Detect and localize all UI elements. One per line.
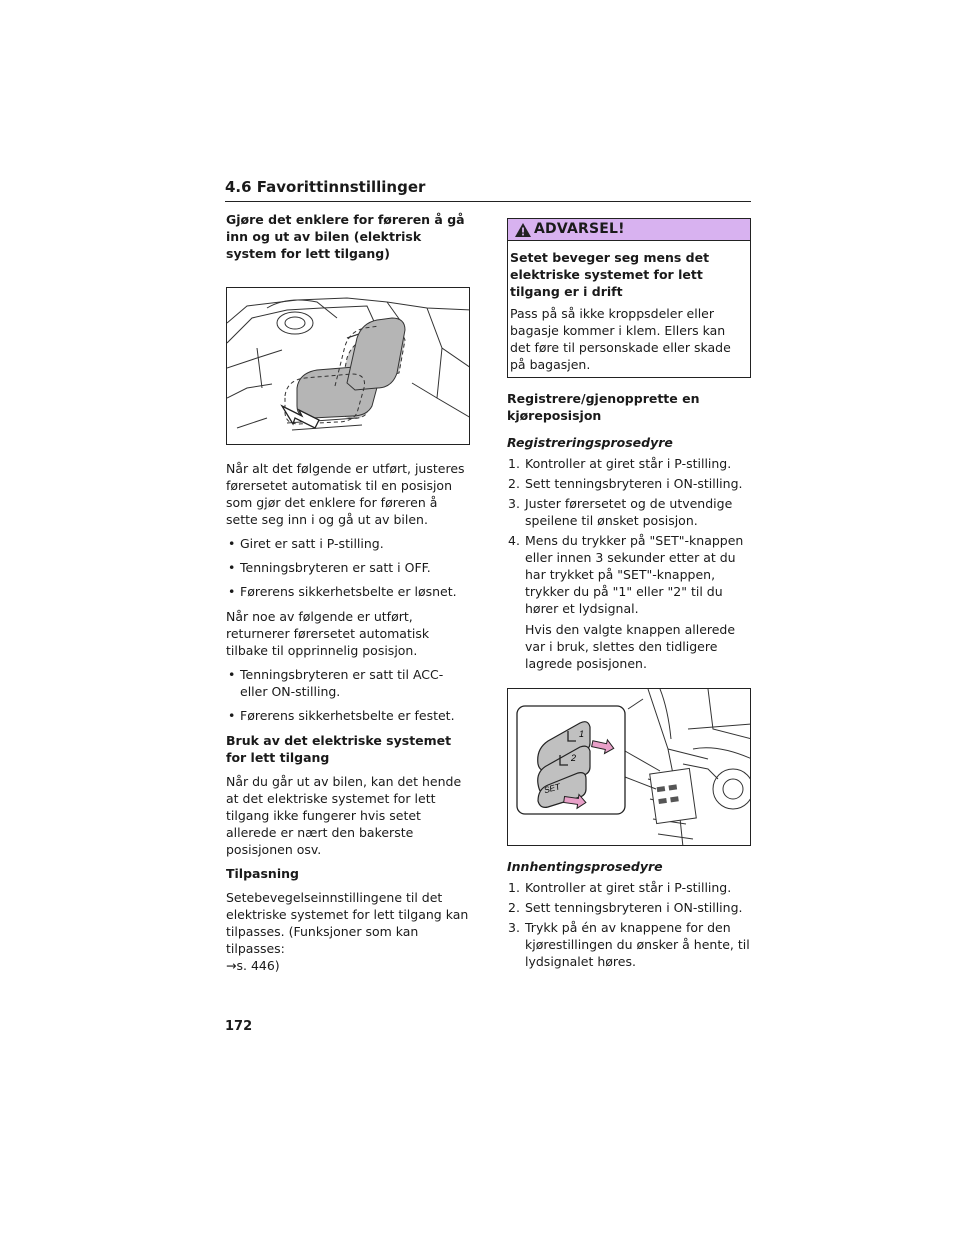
list-item: • Tenningsbryteren er satt i OFF. <box>226 559 470 576</box>
list-item: • Førerens sikkerhetsbelte er festet. <box>226 707 470 724</box>
list-item: 1. Kontroller at giret står i P-stilling. <box>508 456 732 471</box>
memory-button-2-label[interactable]: 2 <box>571 753 577 763</box>
seat-illustration <box>226 287 470 445</box>
right-column <box>507 218 751 973</box>
warning-body <box>508 241 750 377</box>
set-button-label[interactable]: SET <box>542 781 562 796</box>
list-item: • Giret er satt i P-stilling. <box>226 535 470 552</box>
return-condition-list <box>226 666 470 724</box>
adjust-text: Setebevegelseinnstillingene til det elektriske systemet for lett tilgang kan tilpasses. (Funksjoner som kan tilpasses: <box>226 890 469 956</box>
return-paragraph: Når noe av følgende er utført, returnerer førersetet automatisk tilbake til opprinnelig posisjon. <box>226 609 430 658</box>
warning-box <box>507 218 751 378</box>
register-subheading: Registreringsprosedyre <box>507 435 673 450</box>
list-item: 3. Juster førersetet og de utvendige speilene til ønsket posisjon. <box>508 496 733 528</box>
section-header: 4.6 Favorittinnstillinger <box>225 178 751 202</box>
warning-label: ADVARSEL! <box>534 221 625 237</box>
list-item: 4. Mens du trykker på "SET"-knappen eller innen 3 sekunder etter at du har trykket på "SET"-knappen, trykker du på "1" eller "2" til du hører et lydsignal. Hvis den valgte knappen allerede var i bruk, slettes den tidligere lagrede posisjonen. <box>507 532 751 672</box>
register-steps <box>507 455 751 672</box>
usage-heading: Bruk av det elektriske systemet for lett tilgang <box>226 733 452 765</box>
register-note: Hvis den valgte knappen allerede var i bruk, slettes den tidligere lagrede posisjonen. <box>525 622 736 671</box>
warning-triangle-icon <box>514 222 532 238</box>
page-number: 172 <box>225 1019 253 1034</box>
list-item: 1. Kontroller at giret står i P-stilling. <box>508 880 732 895</box>
list-item: • Førerens sikkerhetsbelte er løsnet. <box>226 583 470 600</box>
register-heading: Registrere/gjenopprette en kjøreposisjon <box>507 391 700 423</box>
warning-header <box>508 219 750 241</box>
list-item: • Tenningsbryteren er satt til ACC- eller ON-stilling. <box>226 666 470 700</box>
recall-steps <box>507 879 751 970</box>
list-item: 2. Sett tenningsbryteren i ON-stilling. <box>508 900 743 915</box>
warning-text: Pass på så ikke kroppsdeler eller bagasje kommer i klem. Ellers kan det føre til personskade eller skade på bagasjen. <box>510 306 731 372</box>
intro-paragraph: Når alt det følgende er utført, justeres førersetet automatisk til en posisjon som gjør det enklere for føreren å sette seg inn i og gå ut av bilen. <box>226 461 465 527</box>
page-ref-link[interactable]: s. 446) <box>236 958 280 973</box>
memory-button-1-label[interactable]: 1 <box>579 729 585 739</box>
list-item: 2. Sett tenningsbryteren i ON-stilling. <box>508 476 743 491</box>
easy-access-heading: Gjøre det enklere for føreren å gå inn og ut av bilen (elektrisk system for lett tilgang) <box>226 212 465 261</box>
condition-list <box>226 535 470 600</box>
usage-paragraph: Når du går ut av bilen, kan det hende at det elektriske systemet for lett tilgang ikke fungerer hvis setet allerede er nært den bakerste posisjonen osv. <box>226 774 462 857</box>
left-column <box>226 211 470 981</box>
memory-buttons-diagram <box>508 689 751 846</box>
adjust-paragraph <box>226 889 470 974</box>
memory-buttons-illustration <box>507 688 751 846</box>
seat-movement-diagram <box>227 288 470 445</box>
page-ref-arrow-icon: → <box>226 958 237 973</box>
warning-title: Setet beveger seg mens det elektriske systemet for lett tilgang er i drift <box>510 250 710 299</box>
list-item: 3. Trykk på én av knappene for den kjørestillingen du ønsker å hente, til lydsignalet høres. <box>508 920 750 969</box>
adjust-heading: Tilpasning <box>226 866 299 881</box>
recall-subheading: Innhentingsprosedyre <box>507 859 663 874</box>
